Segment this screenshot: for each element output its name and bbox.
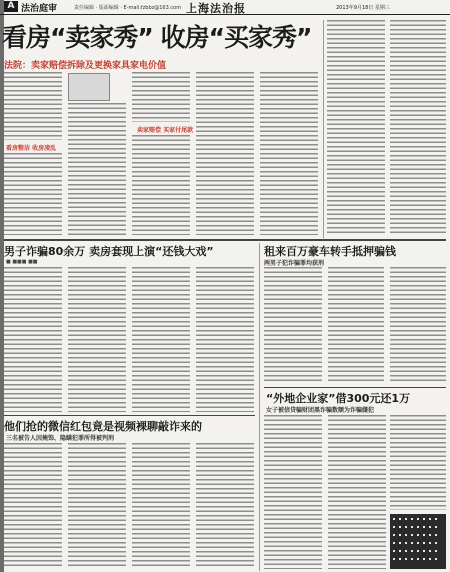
section-rule — [4, 415, 255, 416]
lead-subhead-1: 看房整洁 收房凌乱 — [6, 145, 57, 152]
story2-byline: ■ ■■■ ■■ — [6, 259, 38, 265]
story2-col2 — [68, 267, 126, 412]
masthead — [0, 0, 450, 15]
story3-col3 — [390, 267, 446, 384]
section-rule — [264, 387, 446, 388]
newspaper-brand: 上海法治报 — [186, 2, 246, 15]
story5-col2 — [328, 415, 386, 569]
section-rule — [4, 239, 446, 241]
story5-col1 — [264, 415, 322, 569]
right-body-col2 — [390, 20, 446, 235]
lead-body-col1b — [4, 153, 62, 235]
story4-col1 — [4, 443, 62, 569]
story2-col1 — [4, 267, 62, 412]
lead-body-col1a — [4, 72, 62, 140]
lead-body-col2 — [68, 103, 126, 235]
story4-deck: 三名被告人因掩饰、隐瞒犯罪所得被判刑 — [6, 435, 115, 442]
lead-body-col3b — [132, 135, 190, 235]
story5-headline: “外地企业家”借300元还1万 — [266, 392, 411, 405]
story2-headline: 男子诈骗80余万 卖房套现上演“还钱大戏” — [4, 245, 214, 258]
lead-body-col3a — [132, 72, 190, 122]
story3-deck: 两男子犯诈骗罪均获刑 — [264, 260, 325, 267]
right-body-col1 — [327, 20, 385, 235]
editor-line: 责任编辑 · 版面编辑 · E-mail:fzbbz@163.com — [74, 5, 182, 11]
story3-col1 — [264, 267, 322, 384]
lead-body-col5 — [260, 72, 318, 235]
issue-date: 2013年9月18日 星期三 — [336, 5, 390, 11]
story4-headline: 他们抢的微信红包竟是视频裸聊敲诈来的 — [4, 420, 202, 433]
story3-headline: 租来百万豪车转手抵押骗钱 — [264, 245, 396, 258]
story2-col4 — [196, 267, 254, 412]
story3-col2 — [328, 267, 384, 384]
story4-col2 — [68, 443, 126, 569]
classified-ad-block — [390, 514, 446, 569]
section-name: 法治庭审 — [21, 4, 58, 14]
lead-headline: 看房“卖家秀” 收房“买家秀” — [2, 23, 312, 52]
story5-deck: 女子被信贷骗财团黑诈骗数额为诈骗嫌犯 — [266, 407, 375, 414]
story5-col3 — [390, 415, 446, 510]
story4-col4 — [196, 443, 254, 569]
story2-col3 — [132, 267, 190, 412]
section-logo: A — [4, 1, 18, 12]
story4-col3 — [132, 443, 190, 569]
lead-body-col4 — [196, 72, 254, 235]
lead-subheadline: 法院：卖家赔偿拆除及更换家具家电价值 — [4, 61, 167, 71]
lead-subhead-2: 卖家赔偿 买家付尾款 — [137, 127, 194, 134]
column-divider — [259, 243, 260, 571]
lead-photo — [68, 73, 110, 101]
column-divider — [323, 20, 324, 238]
